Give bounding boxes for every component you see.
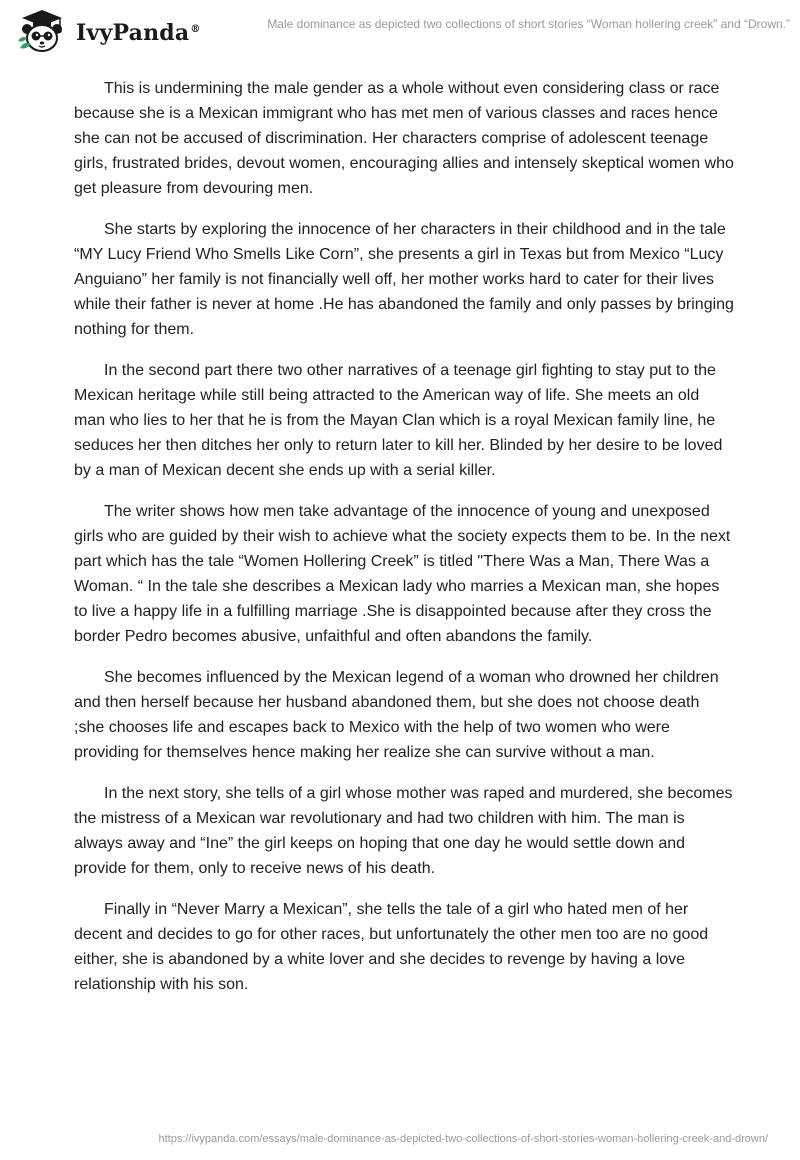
paragraph: This is undermining the male gender as a whole without even considering class or race because she is a Mexican immigrant who has met men of various classes and races hence she can not be accused of discrimination. Her characters comprise of adolescent teenage girls, frustrated brides, devout women, encouraging allies and intensely skeptical women who get pleasure from devouring men. [74, 80, 734, 197]
source-url[interactable]: https://ivypanda.com/essays/male-dominance-as-depicted-two-collections-of-short-stories-woman-hollering-creek-and-drown/ [158, 1133, 768, 1145]
brand-name-text: IvyPanda [76, 20, 190, 46]
document-title: Male dominance as depicted two collections of short stories “Woman hollering creek” and “Drown.” [267, 17, 790, 31]
ivypanda-logo[interactable] [16, 8, 201, 54]
paragraph: Finally in “Never Marry a Mexican”, she tells the tale of a girl who hated men of her decent and decides to go for other races, but unfortunately the other men too are no good either, she is abandoned by a white lover and she decides to revenge by having a love relationship with his son. [74, 901, 709, 993]
essay-body [74, 76, 734, 1013]
brand-name [76, 20, 201, 46]
paragraph: The writer shows how men take advantage of the innocence of young and unexposed girls who are guided by their wish to achieve what the society expects them to be. In the next part which has the tale “Women Hollering Creek” is titled "There Was a Man, There Was a Woman. “ In the tale she describes a Mexican lady who marries a Mexican man, she hopes to live a happy life in a fulfilling marriage .She is disappointed because after they cross the border Pedro becomes abusive, unfaithful and often abandons the family. [74, 503, 731, 645]
paragraph: In the next story, she tells of a girl whose mother was raped and murdered, she becomes the mistress of a Mexican war revolutionary and had two children with him. The man is always away and “Ine” the girl keeps on hoping that one day he would settle down and provide for them, only to receive news of his death. [74, 785, 733, 877]
page-header [0, 0, 800, 60]
paragraph: In the second part there two other narratives of a teenage girl fighting to stay put to the Mexican heritage while still being attracted to the American way of life. She meets an old man who lies to her that he is from the Mayan Clan which is a royal Mexican family line, he seduces her then ditches her only to return later to kill her. Blinded by her desire to be loved by a man of Mexican decent she ends up with a serial killer. [74, 362, 723, 479]
panda-graduate-icon [16, 8, 68, 54]
registered-mark: ® [190, 23, 201, 35]
paragraph: She becomes influenced by the Mexican legend of a woman who drowned her children and then herself because her husband abandoned them, but she does not choose death ;she chooses life and escapes back to Mexico with the help of two women who were providing for themselves hence making her realize she can survive without a man. [74, 669, 719, 761]
paragraph: She starts by exploring the innocence of her characters in their childhood and in the tale “MY Lucy Friend Who Smells Like Corn”, she presents a girl in Texas but from Mexico “Lucy Anguiano” her family is not financially well off, her mother works hard to cater for their lives while their father is never at home .He has abandoned the family and only passes by bringing nothing for them. [74, 221, 734, 338]
